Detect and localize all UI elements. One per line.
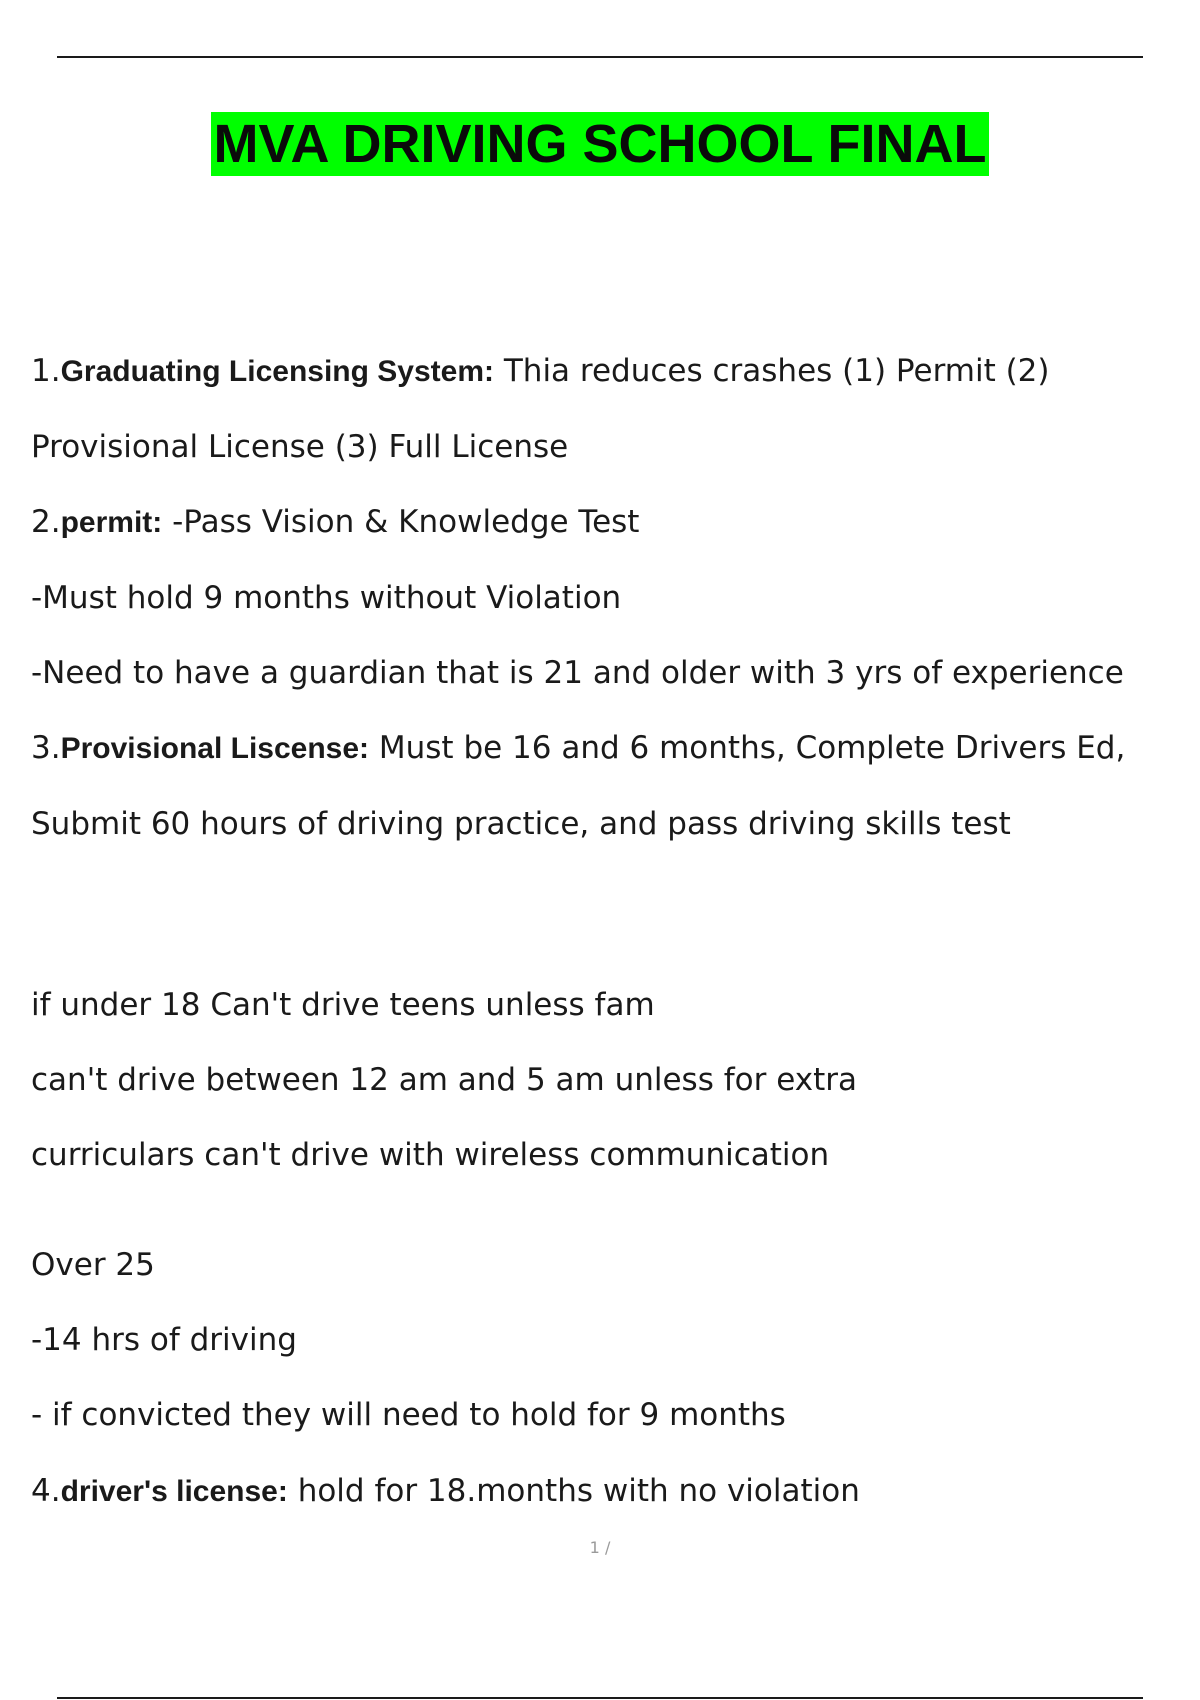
item-number: 3. [31,730,61,766]
note-line: if under 18 Can't drive teens unless fam [31,987,655,1023]
title-container [0,112,1200,176]
item-text: Thia reduces crashes (1) Permit (2) [494,353,1050,389]
top-rule [57,56,1143,58]
item-term: driver's license: [60,1475,288,1508]
item-3-continuation: Submit 60 hours of driving practice, and pass driving skills test [31,806,1011,842]
item-term: Graduating Licensing System: [60,355,494,388]
bottom-rule [57,1697,1143,1699]
item-2-detail: -Must hold 9 months without Violation [31,580,622,616]
item-text: Must be 16 and 6 months, Complete Drivers Ed, [369,730,1126,766]
note-line: curriculars can't drive with wireless communication [31,1137,830,1173]
item-4-line [31,1471,860,1512]
document-title: MVA DRIVING SCHOOL FINAL [213,114,987,174]
item-number: 1. [31,353,61,389]
item-text: -Pass Vision & Knowledge Test [162,504,640,540]
item-term: permit: [60,506,163,539]
item-number: 2. [31,504,61,540]
item-2-detail: -Need to have a guardian that is 21 and older with 3 yrs of experience [31,655,1124,691]
item-1-continuation: Provisional License (3) Full License [31,429,569,465]
note-line: Over 25 [31,1247,155,1283]
item-2-line [31,502,639,543]
note-line: -14 hrs of driving [31,1322,297,1358]
item-number: 4. [31,1473,61,1509]
item-1-line [31,351,1050,392]
note-line: can't drive between 12 am and 5 am unless for extra [31,1062,857,1098]
item-term: Provisional Liscense: [60,732,370,765]
item-3-line [31,728,1125,769]
item-text: hold for 18.months with no violation [287,1473,860,1509]
note-line: - if convicted they will need to hold for 9 months [31,1397,786,1433]
page-number: 1 / [589,1538,611,1557]
